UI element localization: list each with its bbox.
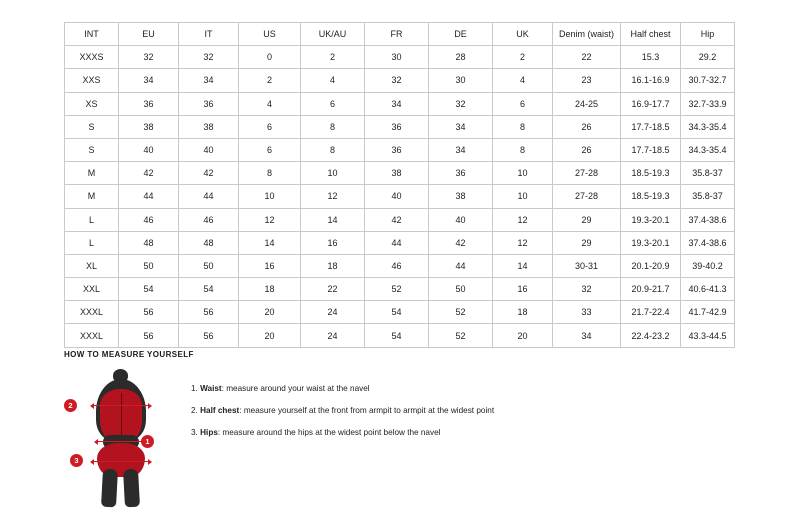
table-row [65, 138, 735, 161]
cell-eu: 44 [119, 185, 179, 208]
cell-us: 8 [239, 162, 301, 185]
cell-it: 44 [179, 185, 239, 208]
cell-ukau: 18 [301, 254, 365, 277]
mannequin-right-leg [123, 469, 140, 508]
table-row [65, 254, 735, 277]
cell-it: 38 [179, 115, 239, 138]
cell-half-chest: 20.9-21.7 [621, 278, 681, 301]
table-row [65, 231, 735, 254]
cell-us: 6 [239, 115, 301, 138]
cell-denim-waist: 27-28 [553, 185, 621, 208]
mannequin-left-leg [101, 469, 118, 508]
cell-fr: 46 [365, 254, 429, 277]
cell-de: 50 [429, 278, 493, 301]
cell-int: XXXS [65, 46, 119, 69]
table-body [65, 46, 735, 347]
cell-de: 34 [429, 115, 493, 138]
cell-uk: 16 [493, 278, 553, 301]
column-header-fr: FR [365, 23, 429, 46]
table-row [65, 301, 735, 324]
cell-int: L [65, 231, 119, 254]
cell-eu: 56 [119, 324, 179, 347]
cell-de: 36 [429, 162, 493, 185]
note-term: Half chest [200, 406, 240, 416]
cell-it: 50 [179, 254, 239, 277]
cell-fr: 38 [365, 162, 429, 185]
cell-fr: 40 [365, 185, 429, 208]
cell-hip: 30.7-32.7 [681, 69, 735, 92]
cell-ukau: 6 [301, 92, 365, 115]
cell-it: 48 [179, 231, 239, 254]
measurement-note-half-chest [191, 405, 494, 416]
cell-ukau: 8 [301, 115, 365, 138]
cell-us: 0 [239, 46, 301, 69]
how-to-measure-title: HOW TO MEASURE YOURSELF [64, 350, 194, 359]
cell-it: 56 [179, 324, 239, 347]
cell-int: XL [65, 254, 119, 277]
table-row [65, 92, 735, 115]
column-header-ukau: UK/AU [301, 23, 365, 46]
cell-half-chest: 16.1-16.9 [621, 69, 681, 92]
cell-us: 20 [239, 301, 301, 324]
cell-eu: 40 [119, 138, 179, 161]
column-header-hip: Hip [681, 23, 735, 46]
cell-denim-waist: 24-25 [553, 92, 621, 115]
how-to-measure-body [64, 369, 734, 509]
cell-it: 32 [179, 46, 239, 69]
size-chart-table [64, 22, 735, 348]
note-text: : measure around your waist at the navel [221, 384, 370, 393]
note-index: 3. [191, 428, 198, 438]
cell-ukau: 24 [301, 301, 365, 324]
cell-ukau: 8 [301, 138, 365, 161]
cell-ukau: 24 [301, 324, 365, 347]
measurement-note-hips [191, 427, 494, 438]
cell-fr: 32 [365, 69, 429, 92]
cell-eu: 38 [119, 115, 179, 138]
cell-ukau: 10 [301, 162, 365, 185]
table-row [65, 278, 735, 301]
cell-uk: 14 [493, 254, 553, 277]
cell-half-chest: 19.3-20.1 [621, 231, 681, 254]
cell-half-chest: 22.4-23.2 [621, 324, 681, 347]
cell-half-chest: 19.3-20.1 [621, 208, 681, 231]
cell-eu: 46 [119, 208, 179, 231]
column-header-half-chest: Half chest [621, 23, 681, 46]
how-to-measure-section [64, 350, 734, 509]
cell-uk: 12 [493, 231, 553, 254]
table-row [65, 69, 735, 92]
measurement-note-waist [191, 383, 494, 394]
waist-measure-arrow-icon [98, 441, 144, 442]
cell-ukau: 14 [301, 208, 365, 231]
cell-us: 16 [239, 254, 301, 277]
cell-ukau: 2 [301, 46, 365, 69]
cell-denim-waist: 22 [553, 46, 621, 69]
cell-denim-waist: 33 [553, 301, 621, 324]
cell-fr: 36 [365, 138, 429, 161]
cell-int: S [65, 138, 119, 161]
cell-uk: 6 [493, 92, 553, 115]
cell-it: 36 [179, 92, 239, 115]
cell-uk: 4 [493, 69, 553, 92]
cell-fr: 42 [365, 208, 429, 231]
cell-int: M [65, 185, 119, 208]
cell-de: 52 [429, 324, 493, 347]
cell-eu: 48 [119, 231, 179, 254]
cell-it: 56 [179, 301, 239, 324]
cell-denim-waist: 29 [553, 231, 621, 254]
cell-us: 4 [239, 92, 301, 115]
note-text: : measure around the hips at the widest point below the navel [217, 428, 441, 438]
column-header-uk: UK [493, 23, 553, 46]
column-header-it: IT [179, 23, 239, 46]
cell-eu: 42 [119, 162, 179, 185]
cell-fr: 36 [365, 115, 429, 138]
column-header-int: INT [65, 23, 119, 46]
cell-de: 34 [429, 138, 493, 161]
cell-uk: 12 [493, 208, 553, 231]
size-chart-container [64, 22, 734, 348]
column-header-eu: EU [119, 23, 179, 46]
cell-us: 20 [239, 324, 301, 347]
mannequin-bodice [100, 389, 142, 441]
cell-denim-waist: 34 [553, 324, 621, 347]
cell-int: S [65, 115, 119, 138]
cell-half-chest: 21.7-22.4 [621, 301, 681, 324]
cell-eu: 56 [119, 301, 179, 324]
table-header-row [65, 23, 735, 46]
cell-it: 40 [179, 138, 239, 161]
cell-ukau: 4 [301, 69, 365, 92]
column-header-us: US [239, 23, 301, 46]
cell-denim-waist: 30-31 [553, 254, 621, 277]
cell-it: 42 [179, 162, 239, 185]
cell-it: 54 [179, 278, 239, 301]
cell-de: 40 [429, 208, 493, 231]
marker-badge-hips: 3 [70, 454, 83, 467]
cell-half-chest: 20.1-20.9 [621, 254, 681, 277]
measurement-notes [179, 369, 494, 449]
cell-fr: 52 [365, 278, 429, 301]
cell-uk: 20 [493, 324, 553, 347]
table-row [65, 115, 735, 138]
cell-hip: 37.4-38.6 [681, 231, 735, 254]
cell-int: XXXL [65, 324, 119, 347]
cell-fr: 44 [365, 231, 429, 254]
cell-de: 52 [429, 301, 493, 324]
cell-it: 46 [179, 208, 239, 231]
column-header-de: DE [429, 23, 493, 46]
cell-hip: 34.3-35.4 [681, 138, 735, 161]
cell-int: XXL [65, 278, 119, 301]
cell-de: 32 [429, 92, 493, 115]
table-row [65, 208, 735, 231]
cell-de: 28 [429, 46, 493, 69]
cell-eu: 50 [119, 254, 179, 277]
table-row [65, 162, 735, 185]
cell-hip: 35.8-37 [681, 162, 735, 185]
cell-int: XXXL [65, 301, 119, 324]
cell-int: XS [65, 92, 119, 115]
cell-ukau: 16 [301, 231, 365, 254]
cell-half-chest: 17.7-18.5 [621, 115, 681, 138]
cell-half-chest: 18.5-19.3 [621, 162, 681, 185]
table-row [65, 324, 735, 347]
cell-us: 10 [239, 185, 301, 208]
cell-denim-waist: 23 [553, 69, 621, 92]
note-term: Hips [200, 428, 218, 438]
cell-half-chest: 16.9-17.7 [621, 92, 681, 115]
cell-hip: 34.3-35.4 [681, 115, 735, 138]
cell-ukau: 22 [301, 278, 365, 301]
cell-uk: 2 [493, 46, 553, 69]
cell-eu: 34 [119, 69, 179, 92]
cell-hip: 29.2 [681, 46, 735, 69]
cell-eu: 32 [119, 46, 179, 69]
half-chest-measure-arrow-icon [94, 405, 148, 406]
cell-fr: 34 [365, 92, 429, 115]
cell-uk: 8 [493, 138, 553, 161]
cell-eu: 36 [119, 92, 179, 115]
measurement-figure-column [64, 369, 179, 509]
cell-uk: 18 [493, 301, 553, 324]
cell-hip: 32.7-33.9 [681, 92, 735, 115]
cell-int: L [65, 208, 119, 231]
cell-de: 30 [429, 69, 493, 92]
cell-uk: 10 [493, 185, 553, 208]
cell-de: 44 [429, 254, 493, 277]
cell-fr: 54 [365, 324, 429, 347]
cell-denim-waist: 29 [553, 208, 621, 231]
cell-denim-waist: 32 [553, 278, 621, 301]
cell-half-chest: 17.7-18.5 [621, 138, 681, 161]
cell-hip: 39-40.2 [681, 254, 735, 277]
note-text: : measure yourself at the front from armpit to armpit at the widest point [239, 406, 495, 416]
column-header-denim-waist: Denim (waist) [553, 23, 621, 46]
cell-half-chest: 15.3 [621, 46, 681, 69]
cell-int: M [65, 162, 119, 185]
note-index: 1. [191, 384, 198, 393]
cell-hip: 40.6-41.3 [681, 278, 735, 301]
table-row [65, 185, 735, 208]
cell-hip: 43.3-44.5 [681, 324, 735, 347]
cell-it: 34 [179, 69, 239, 92]
cell-us: 12 [239, 208, 301, 231]
marker-badge-half-chest: 2 [64, 399, 77, 412]
cell-denim-waist: 26 [553, 138, 621, 161]
cell-uk: 10 [493, 162, 553, 185]
cell-us: 2 [239, 69, 301, 92]
cell-us: 6 [239, 138, 301, 161]
cell-fr: 30 [365, 46, 429, 69]
cell-eu: 54 [119, 278, 179, 301]
cell-hip: 37.4-38.6 [681, 208, 735, 231]
cell-fr: 54 [365, 301, 429, 324]
note-index: 2. [191, 406, 198, 416]
cell-hip: 41.7-42.9 [681, 301, 735, 324]
hips-measure-arrow-icon [94, 461, 148, 462]
cell-us: 14 [239, 231, 301, 254]
cell-de: 42 [429, 231, 493, 254]
cell-half-chest: 18.5-19.3 [621, 185, 681, 208]
cell-hip: 35.8-37 [681, 185, 735, 208]
cell-int: XXS [65, 69, 119, 92]
cell-uk: 8 [493, 115, 553, 138]
table-row [65, 46, 735, 69]
cell-ukau: 12 [301, 185, 365, 208]
cell-us: 18 [239, 278, 301, 301]
cell-denim-waist: 27-28 [553, 162, 621, 185]
cell-denim-waist: 26 [553, 115, 621, 138]
cell-de: 38 [429, 185, 493, 208]
note-term: Waist [200, 384, 222, 393]
marker-badge-waist: 1 [141, 435, 154, 448]
